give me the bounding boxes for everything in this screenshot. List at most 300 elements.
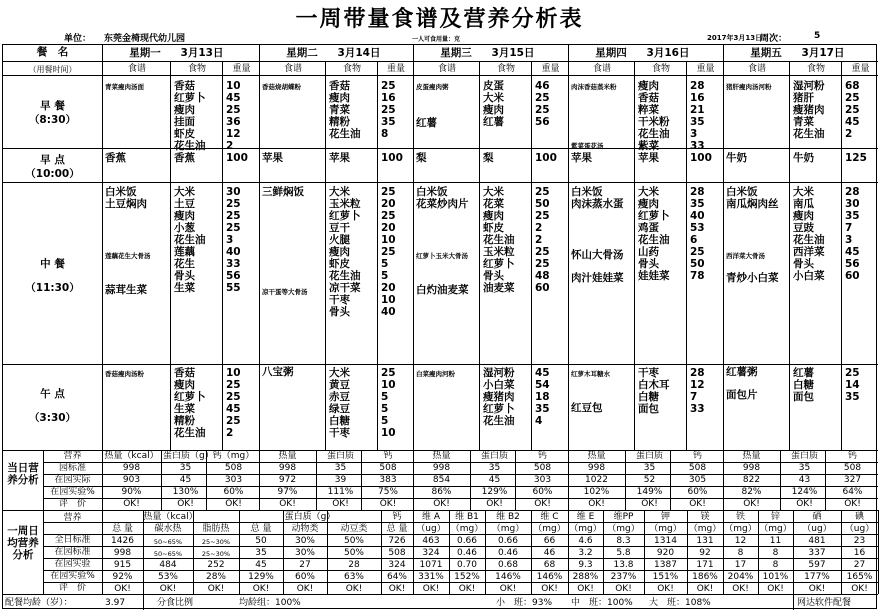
food-col-header: 食物 [806,64,825,74]
daily-value: 305 [688,475,707,485]
food-weight: 36 [226,116,241,128]
weight-col-header: 重量 [386,64,405,74]
lunch-recipe: 红萝卜玉米大骨汤 [416,252,468,260]
food-weight: 21 [690,104,705,116]
daily-value: OK! [743,499,760,509]
weekly-sub-head: 总 量 [250,524,272,534]
daily-head: 钙（mg） [212,451,255,461]
food-weight: 20 [381,282,396,294]
food-name: 红萝卜 [483,258,515,270]
food-column-divider [634,61,635,450]
weekly-value: 92% [112,572,133,582]
daily-value: OK! [123,499,140,509]
lunch-recipe: 白灼油麦菜 [416,284,469,296]
weekly-group-head: 维PP [613,512,634,522]
day-date-0: 3月13日 [180,47,224,59]
food-weight: 8 [381,128,389,140]
weekly-value: 25~30% [201,550,231,558]
lunch-recipe: 青炒小白菜 [726,272,779,284]
food-name: 皮蛋 [483,80,504,92]
analysis-row-divider [43,582,878,583]
food-name: 虾皮 [174,128,195,140]
weekly-value: 0.66 [497,536,519,546]
week-label: 周次： [760,34,788,44]
daily-value: 822 [742,475,761,485]
weekly-analysis-label: 一周日均营养分析 [7,525,39,561]
breakfast-recipe: 红薯 [416,117,437,129]
food-name: 生菜 [174,403,195,415]
daily-value: 60% [532,487,553,497]
weekly-value: 27 [853,560,866,570]
food-name: 湿河粉 [483,367,515,379]
unit-name: 东莞金椅现代幼儿园 [104,34,186,44]
food-name: 瘦猪肉 [793,104,825,116]
snack-pm-recipe: 红薯粥 [726,366,758,378]
daily-row-label: 评 价 [58,499,86,509]
weekly-value: 186% [692,572,718,582]
weekly-group-head: 碘 [854,512,864,522]
weekly-group-head: 维 B1 [455,512,479,522]
weekly-sub-head: 动物类 [291,524,319,534]
weekly-row-label: 评 价 [58,583,86,593]
weekly-value: 1426 [111,536,134,546]
analysis-row-divider [43,534,878,535]
food-weight: 25 [535,104,550,116]
food-weight: 16 [690,92,705,104]
food-weight: 54 [535,379,550,391]
food-name: 牛奶 [793,152,814,164]
food-name: 赤豆 [329,391,350,403]
snack-am-recipe: 苹果 [571,152,592,164]
group-ratio: 均龄组：100% [239,598,301,608]
weight-column-divider [531,61,532,450]
daily-value: 508 [224,463,243,473]
food-name: 瘦肉 [329,92,350,104]
food-name: 精粉 [329,116,350,128]
weekly-value: 0.68 [497,560,519,570]
food-name: 小白菜 [793,270,825,282]
daily-value: 39 [334,475,347,485]
breakfast-recipe: 香菇烧胡蝶粉 [262,83,301,91]
daily-value: 35 [334,463,347,473]
weekly-value: 63% [343,572,364,582]
weight-column-divider [841,61,842,450]
page-title: 一周带量食谱及营养分析表 [295,7,584,32]
food-name: 干枣 [638,367,659,379]
food-weight: 4 [535,415,543,427]
weekly-value: 463 [422,536,440,546]
food-weight: 25 [535,210,550,222]
weekly-row-label: 在园实验 [54,559,91,569]
weight-column-divider [377,61,378,450]
food-weight: 25 [845,104,860,116]
weekly-value: OK! [345,584,363,594]
food-name: 瘦肉 [174,210,195,222]
weekly-value: 60% [294,572,315,582]
weekly-value: 8.3 [616,536,631,546]
daily-value: OK! [641,499,658,509]
food-weight: 56 [845,258,860,270]
food-weight: 33 [226,258,241,270]
food-weight: 100 [535,152,557,164]
small-class-ratio: 小 班：93% [496,598,553,608]
daily-head: 热量 [742,451,761,461]
food-name: 紫菜 [638,140,659,152]
food-weight: 40 [226,246,241,258]
weekly-value: OK! [615,584,632,594]
daily-value: 149% [636,487,663,497]
food-weight: 2 [535,222,543,234]
lunch-recipe: 肉沫蒸水蛋 [571,198,624,210]
food-name: 豆豉 [793,222,814,234]
weekly-value: 484 [159,560,177,570]
daily-head: 钙 [537,451,547,461]
food-weight: 25 [535,246,550,258]
food-weight: 48 [535,270,550,282]
food-weight: 53 [690,222,705,234]
food-weight: 3 [690,128,698,140]
food-weight: 35 [690,198,705,210]
food-name: 花生油 [174,427,206,439]
analysis-sub-divider [470,450,471,510]
weekly-value: 151% [652,572,679,582]
section-divider [3,510,878,511]
weekly-value: 1387 [654,560,677,570]
food-weight: 20 [381,198,396,210]
meal-name-2: 中 餐 [40,258,65,270]
weekly-value: OK! [657,584,674,594]
food-name: 红萝卜 [174,391,206,403]
food-col-header: 食物 [187,64,206,74]
food-name: 小白菜 [483,379,515,391]
weekly-sub-head: （mg） [569,524,602,534]
food-name: 青菜 [793,116,814,128]
weekly-value: OK! [732,584,749,594]
weekly-group-head: 锌 [770,512,780,522]
weekly-value: OK! [296,584,314,594]
weekly-sub-head: （mg） [491,524,525,534]
food-weight: 25 [226,104,241,116]
lunch-recipe: 凉干蛋等大骨汤 [262,288,308,296]
food-name: 苹果 [638,152,659,164]
daily-row-label: 营养 [63,451,82,461]
breakfast-recipe: 青菜瘦肉汤面 [105,83,144,91]
food-name: 粹菜 [638,104,659,116]
food-weight: 60 [535,282,550,294]
food-name: 娃娃菜 [638,270,670,282]
daily-value: 327 [843,475,862,485]
daily-head: 热量 [587,451,606,461]
weekly-value: 50~65% [153,550,183,558]
weekly-value: OK! [577,584,594,594]
daily-value: 303 [224,475,243,485]
food-name: 莲藕 [174,246,195,258]
food-name: 玉米粒 [483,246,515,258]
snack-am-recipe: 牛奶 [726,152,747,164]
daily-row-label: 在园实际 [54,475,91,485]
day-name-3: 星期四 [595,47,627,59]
food-name: 白糖 [329,415,350,427]
food-weight: 2 [226,140,234,152]
daily-value: 508 [688,463,707,473]
weekly-value: 8 [737,548,744,558]
food-name: 青菜 [329,104,350,116]
food-weight: 5 [381,270,389,282]
analysis-row-divider [43,522,878,523]
weekly-value: 0.46 [456,548,478,558]
food-name: 骨头 [483,270,504,282]
daily-value: 972 [278,475,297,485]
daily-value: OK! [689,499,706,509]
food-weight: 25 [226,415,241,427]
food-name: 花生 [174,258,195,270]
weekly-value: 23 [853,536,866,546]
daily-value: 383 [379,475,397,485]
food-name: 生菜 [174,282,195,294]
food-name: 土豆 [174,198,195,210]
weekly-group-head: 热量（kcal） [143,512,198,522]
day-name-0: 星期一 [129,47,161,59]
food-weight: 10 [226,367,241,379]
meal-name-1: 早 点 [40,154,65,166]
weekly-value: 64% [386,572,407,582]
food-weight: 45 [845,246,860,258]
food-weight: 45 [226,92,241,104]
software-label: 网达软件配餐 [797,598,852,608]
food-weight: 56 [226,270,241,282]
food-name: 瘦肉 [174,104,195,116]
food-name: 挂面 [174,116,195,128]
daily-value: 998 [742,463,761,473]
weekly-row-label: 在园实验% [50,571,95,581]
food-weight: 12 [226,128,241,140]
daily-value: OK! [177,499,194,509]
food-weight: 100 [690,152,712,164]
big-class-ratio: 大 班：108% [649,598,711,608]
daily-value: 60% [223,487,244,497]
day-date-3: 3月16日 [646,47,690,59]
daily-value: 303 [533,475,552,485]
weekly-value: 8 [772,548,779,558]
daily-head: 热量（kcal） [104,451,159,461]
day-column-divider [259,45,260,450]
weekly-value: 50~65% [153,538,183,546]
food-weight: 45 [845,116,860,128]
lunch-recipe: 三鲜焖饭 [262,186,304,198]
food-name: 猪肝 [793,92,814,104]
food-weight: 35 [845,391,860,403]
day-name-4: 星期五 [750,47,782,59]
food-weight: 18 [535,391,550,403]
food-weight: 28 [690,186,705,198]
analysis-sub-divider [780,450,781,510]
weekly-group-head: 蛋白质（g） [284,512,336,522]
lunch-recipe: 白米饭 [416,186,448,198]
daily-value: 35 [798,463,811,473]
food-weight: 10 [381,294,396,306]
food-weight: 60 [845,270,860,282]
weekly-value: 152% [454,572,480,582]
weekly-value: 998 [113,548,132,558]
food-name: 红薯 [793,367,814,379]
weekly-value: 30% [294,548,315,558]
weight-col-header: 重量 [541,64,560,74]
food-weight: 10 [381,234,396,246]
daily-value: OK! [486,499,503,509]
food-name: 湿河粉 [793,80,825,92]
weekly-value: 204% [727,572,754,582]
daily-value: 35 [488,463,501,473]
ratio-label: 分食比例 [157,598,194,608]
recipe-col-header: 食谱 [437,64,456,74]
weekly-row-label: 在园标准 [54,547,91,557]
day-date-4: 3月17日 [801,47,845,59]
day-column-divider [723,45,724,450]
weekly-group-head: 硒 [812,512,822,522]
footer-col-divider [143,594,144,610]
day-date-2: 3月15日 [491,47,535,59]
daily-value: 35 [643,463,656,473]
food-weight: 35 [845,210,860,222]
food-name: 豆干 [329,222,350,234]
food-weight: 30 [226,186,241,198]
food-name: 骨头 [329,306,350,318]
daily-value: OK! [796,499,813,509]
food-name: 油麦菜 [483,282,515,294]
food-name: 黄豆 [329,379,350,391]
daily-value: 86% [431,487,452,497]
food-name: 花生油 [483,234,515,246]
weekly-value: 0.46 [497,548,519,558]
food-name: 香菇 [174,367,195,379]
weekly-sub-head: （ug） [844,524,875,534]
weekly-value: 4.6 [578,536,593,546]
daily-head: 蛋白质 [635,451,663,461]
weekly-value: 101% [762,572,789,582]
food-weight: 40 [381,306,396,318]
food-weight: 25 [226,222,241,234]
food-weight: 33 [690,403,705,415]
weekly-sub-head: （mg） [649,524,682,534]
food-name: 花生油 [174,140,206,152]
food-name: 绿豆 [329,403,350,415]
analysis-row-divider [43,570,878,571]
food-name: 香菇 [329,80,350,92]
food-column-divider [479,61,480,450]
weekly-value: 45 [255,560,267,570]
food-weight: 55 [226,282,241,294]
food-weight: 46 [535,80,550,92]
weekly-value: 146% [495,572,521,582]
weekly-row-label: 全日标准 [54,535,91,545]
row-divider [3,364,878,365]
recipe-col-header: 食谱 [592,64,611,74]
snack-pm-recipe: 红豆包 [571,402,603,414]
weekly-value: 3.2 [578,548,593,558]
snack-pm-recipe: 香菇瘦肉汤粉 [105,370,144,378]
food-name: 大米 [483,92,504,104]
daily-value: OK! [433,499,450,509]
weekly-value: 915 [113,560,132,570]
lunch-recipe: 土豆焖肉 [105,198,147,210]
weekly-value: 146% [536,572,563,582]
food-name: 花生油 [638,128,670,140]
food-weight: 7 [845,222,853,234]
weekly-value: 8 [772,560,779,570]
food-weight: 20 [381,222,396,234]
daily-value: OK! [534,499,551,509]
row-divider [3,75,878,76]
weekly-value: 13.8 [613,560,634,570]
food-weight: 68 [845,80,860,92]
daily-value: 998 [278,463,297,473]
snack-pm-recipe: 白菜瘦肉河粉 [416,370,455,378]
food-col-header: 食物 [651,64,670,74]
food-name: 梨 [483,152,494,164]
weekly-value: 1314 [654,536,677,546]
recipe-col-header: 食谱 [747,64,766,74]
food-weight: 25 [381,367,396,379]
weekly-sub-head: 动豆类 [340,524,368,534]
weekly-value: 165% [846,572,873,582]
food-weight: 12 [690,379,705,391]
weekly-value: 50 [255,536,267,546]
food-name: 瘦肉 [793,210,814,222]
food-column-divider [789,61,790,450]
weekly-value: 324 [388,560,406,570]
weekly-value: 27 [299,560,311,570]
weekly-value: 252 [207,560,225,570]
food-weight: 25 [381,246,396,258]
analysis-sub-divider [161,450,162,510]
food-weight: 100 [226,152,248,164]
weekly-sub-head: （ug） [416,524,446,534]
food-weight: 50 [690,258,705,270]
food-weight: 35 [381,116,396,128]
weekly-value: OK! [114,584,131,594]
food-weight: 30 [845,198,860,210]
meal-time-header: （用餐时间） [28,65,77,74]
food-name: 鸡蛋 [638,222,659,234]
food-weight: 7 [690,391,698,403]
food-weight: 100 [381,152,403,164]
weekly-value: 1071 [419,560,443,570]
daily-value: 75% [377,487,398,497]
weight-column-divider [686,61,687,450]
daily-value: 124% [791,487,818,497]
recipe-col-header: 食谱 [127,64,146,74]
food-weight: 25 [535,92,550,104]
daily-head: 蛋白质 [790,451,818,461]
food-weight: 45 [535,367,550,379]
food-weight: 25 [381,186,396,198]
per-person-note: 一人可食用量：克 [412,36,461,43]
weekly-value: 131 [696,536,714,546]
unit-label: 单位： [64,34,92,44]
food-name: 花生油 [483,415,515,427]
food-name: 干枣 [329,427,350,439]
food-name: 骨头 [638,258,659,270]
food-col-header: 食物 [342,64,361,74]
mid-class-ratio: 中 班：100% [571,598,633,608]
weekly-value: 597 [808,560,826,570]
day-name-2: 星期三 [440,47,472,59]
weight-col-header: 重量 [696,64,715,74]
weekly-value: 481 [808,536,826,546]
weekly-value: OK! [458,584,476,594]
weekly-value: 25~30% [201,538,231,546]
breakfast-recipe: 猪肝瘦肉汤河粉 [726,83,772,91]
